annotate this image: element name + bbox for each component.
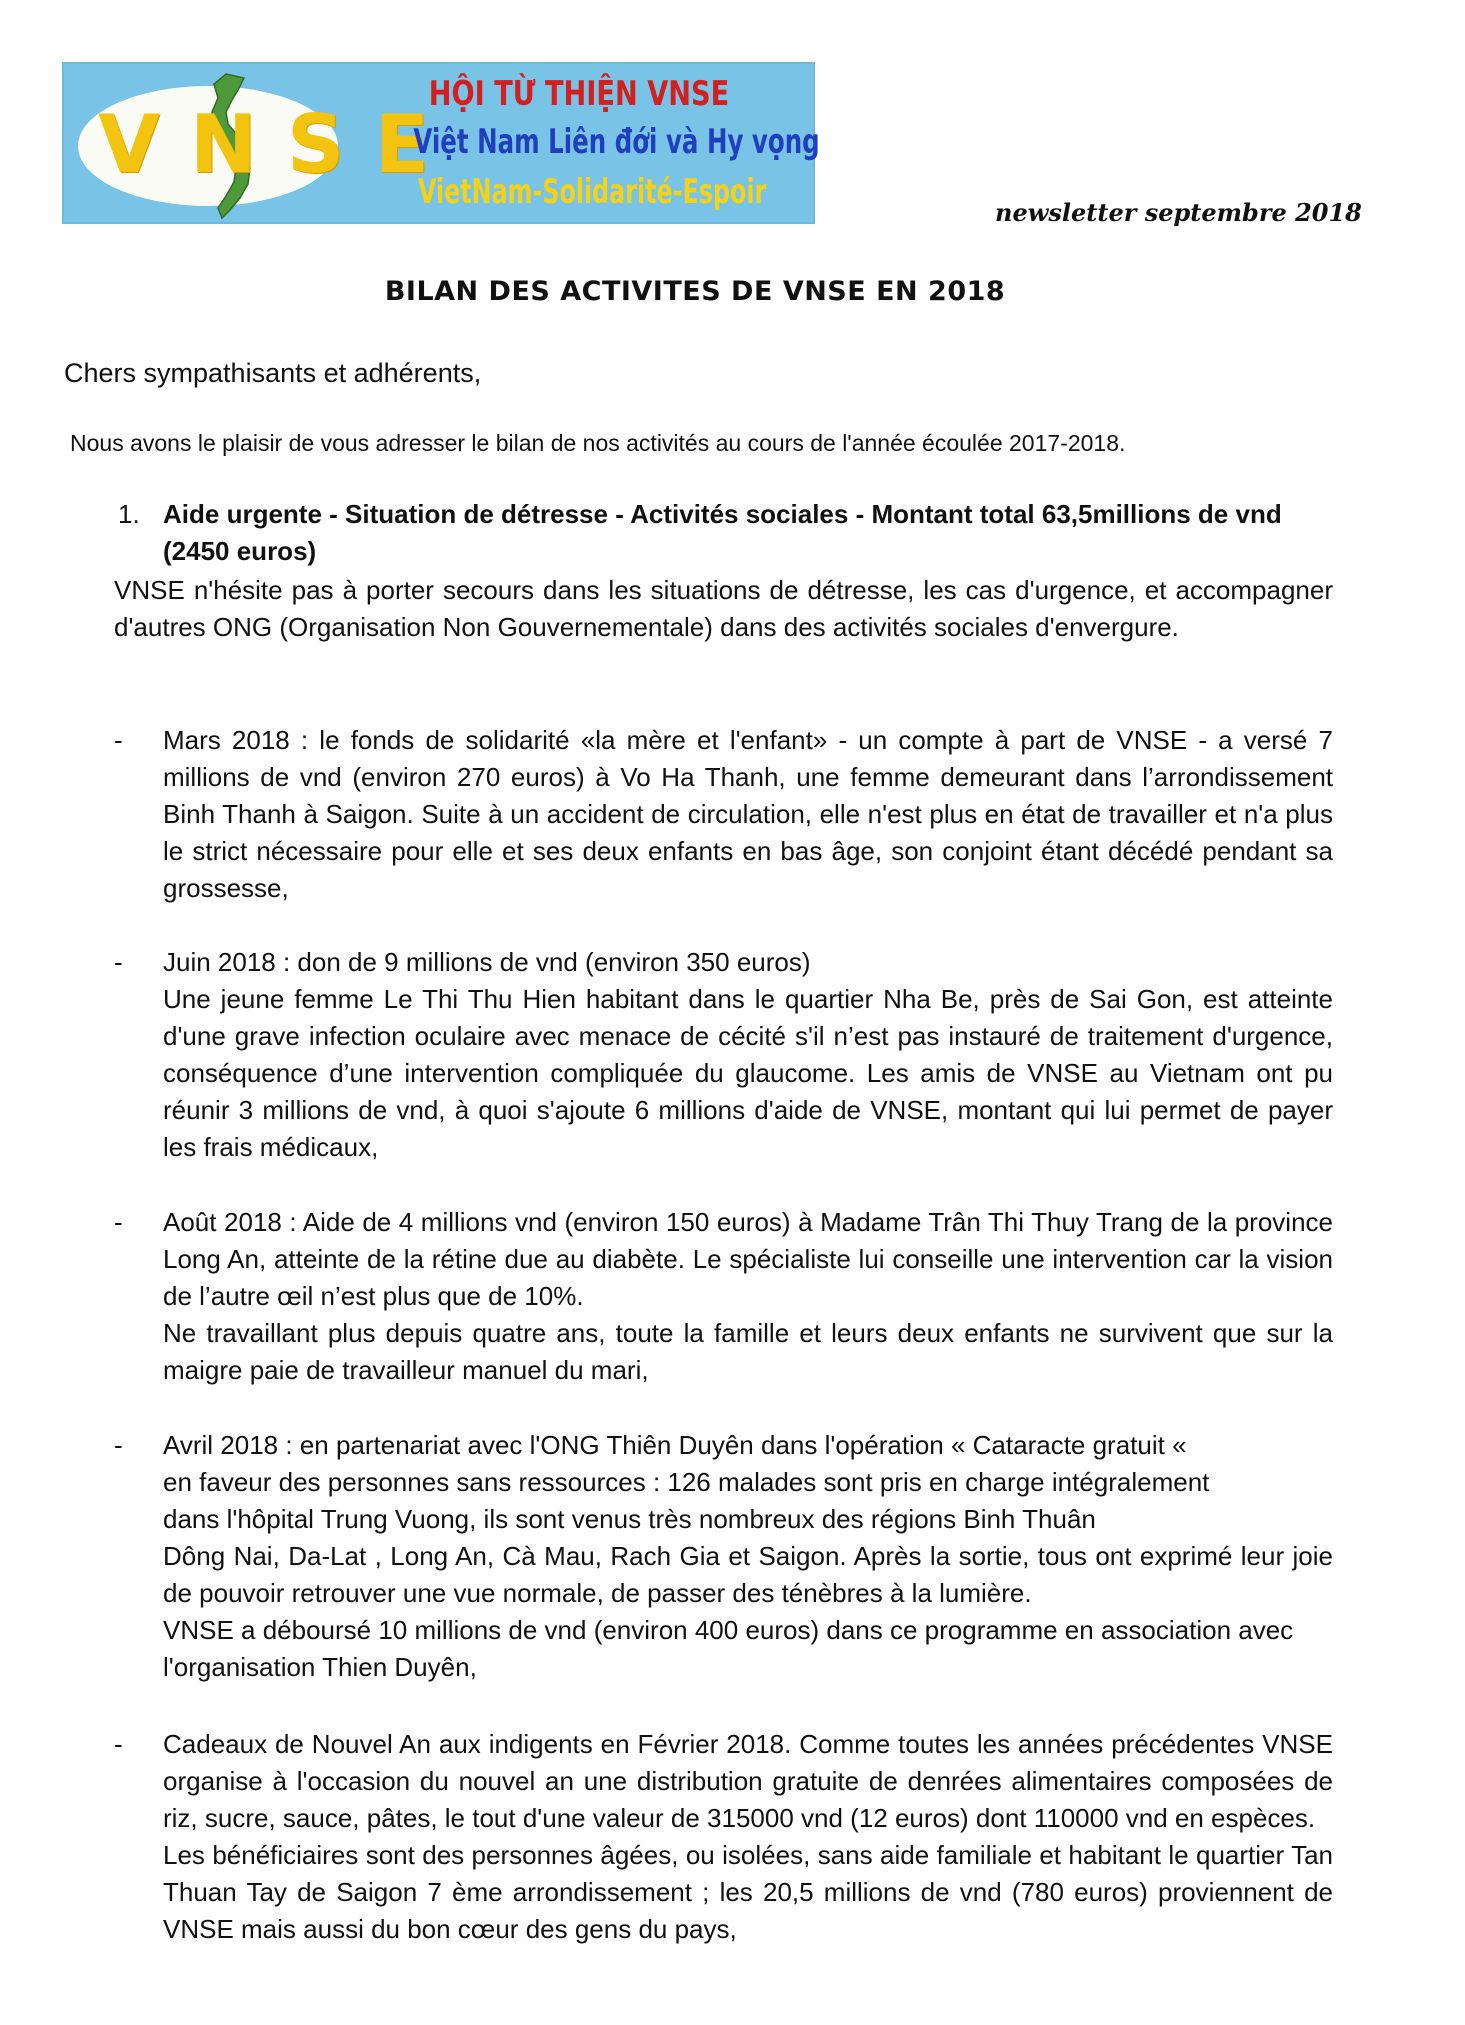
section-number: 1.	[118, 499, 140, 529]
list-item-text: Cadeaux de Nouvel An aux indigents en Février 2018. Comme toutes les années précédentes VNSE organise à l'occasion du nouvel an une distribution gratuite de denrées alimentaires composées de riz, sucre, sauce, pâtes, le tout d'une valeur de 315000 vnd (12 euros) dont 110000 vnd en espèces.	[163, 1729, 1333, 1833]
section-heading	[118, 496, 1333, 570]
list-item-text: en faveur des personnes sans ressources : 126 malades sont pris en charge intégralement	[163, 1467, 1210, 1497]
logo-wordmark: VNSE	[98, 98, 460, 191]
list-dash: -	[114, 947, 123, 977]
intro-paragraph: Nous avons le plaisir de vous adresser le bilan de nos activités au cours de l'année écoulée 2017-2018.	[70, 430, 1126, 456]
list-item-text: dans l'hôpital Trung Vuong, ils sont venus très nombreux des régions Binh Thuân	[163, 1504, 1096, 1534]
section-heading-text: Aide urgente - Situation de détresse - Activités sociales - Montant total 63,5millions de vnd (2450 euros)	[163, 499, 1282, 566]
header-banner	[62, 62, 820, 224]
salutation: Chers sympathisants et adhérents,	[64, 358, 482, 388]
list-item-text: Juin 2018 : don de 9 millions de vnd (environ 350 euros)	[163, 947, 811, 977]
list-item-text: Les bénéficiaires sont des personnes âgées, ou isolées, sans aide familiale et habitant le quartier Tan Thuan Tay de Saigon 7 ème arrondissement ; les 20,5 millions de vnd (780 euros) proviennent de VNSE mais aussi du bon cœur des gens du pays,	[163, 1840, 1333, 1944]
list-dash: -	[114, 725, 123, 755]
list-dash: -	[114, 1207, 123, 1237]
list-item	[114, 1204, 1333, 1389]
list-item-text: VNSE a déboursé 10 millions de vnd (environ 400 euros) dans ce programme en association avec l'organisation Thien Duyên,	[163, 1615, 1294, 1682]
newsletter-date-label: newsletter septembre 2018	[995, 198, 1362, 227]
list-dash: -	[114, 1729, 123, 1759]
list-item	[114, 1726, 1333, 1948]
section-intro-paragraph: VNSE n'hésite pas à porter secours dans les situations de détresse, les cas d'urgence, et accompagner d'autres ONG (Organisation Non Gouvernementale) dans des activités sociales d'envergure.	[114, 575, 1333, 642]
list-item-text: Dông Nai, Da-Lat , Long An, Cà Mau, Rach Gia et Saigon. Après la sortie, tous ont exprimé leur joie de pouvoir retrouver une vue normale, de passer des ténèbres à la lumière.	[163, 1541, 1333, 1608]
banner-tagline: VietNam-Solidarité-Espoir	[418, 172, 767, 212]
document-title: BILAN DES ACTIVITES DE VNSE EN 2018	[384, 276, 1006, 307]
banner-subtitle-line: Việt Nam Liên đới và Hy vọng	[413, 122, 820, 162]
list-item	[114, 1427, 1333, 1686]
list-item-text: Mars 2018 : le fonds de solidarité «la mère et l'enfant» - un compte à part de VNSE - a versé 7 millions de vnd (environ 270 euros) à Vo Ha Thanh, une femme demeurant dans l’arrondissement Binh Thanh à Saigon. Suite à un accident de circulation, elle n'est plus en état de travailler et n'a plus le strict nécessaire pour elle et ses deux enfants en bas âge, son conjoint étant décédé pendant sa grossesse,	[163, 725, 1333, 903]
banner-title-line: HỘI TỪ THIỆN VNSE	[428, 74, 730, 114]
list-dash: -	[114, 1430, 123, 1460]
list-item-text: Une jeune femme Le Thi Thu Hien habitant dans le quartier Nha Be, près de Sai Gon, est atteinte d'une grave infection oculaire avec menace de cécité s'il n’est pas instauré de traitement d'urgence, conséquence d’une intervention compliquée du glaucome. Les amis de VNSE au Vietnam ont pu réunir 3 millions de vnd, à quoi s'ajoute 6 millions d'aide de VNSE, montant qui lui permet de payer les frais médicaux,	[163, 984, 1333, 1162]
list-item	[114, 722, 1333, 907]
list-item-text: Avril 2018 : en partenariat avec l'ONG Thiên Duyên dans l'opération « Cataracte gratuit «	[163, 1430, 1187, 1460]
list-item-text: Ne travaillant plus depuis quatre ans, toute la famille et leurs deux enfants ne survivent que sur la maigre paie de travailleur manuel du mari,	[163, 1318, 1333, 1385]
list-item	[114, 944, 1333, 1166]
list-item-text: Août 2018 : Aide de 4 millions vnd (environ 150 euros) à Madame Trân Thi Thuy Trang de la province Long An, atteinte de la rétine due au diabète. Le spécialiste lui conseille une intervention car la vision de l’autre œil n’est plus que de 10%.	[163, 1207, 1333, 1311]
